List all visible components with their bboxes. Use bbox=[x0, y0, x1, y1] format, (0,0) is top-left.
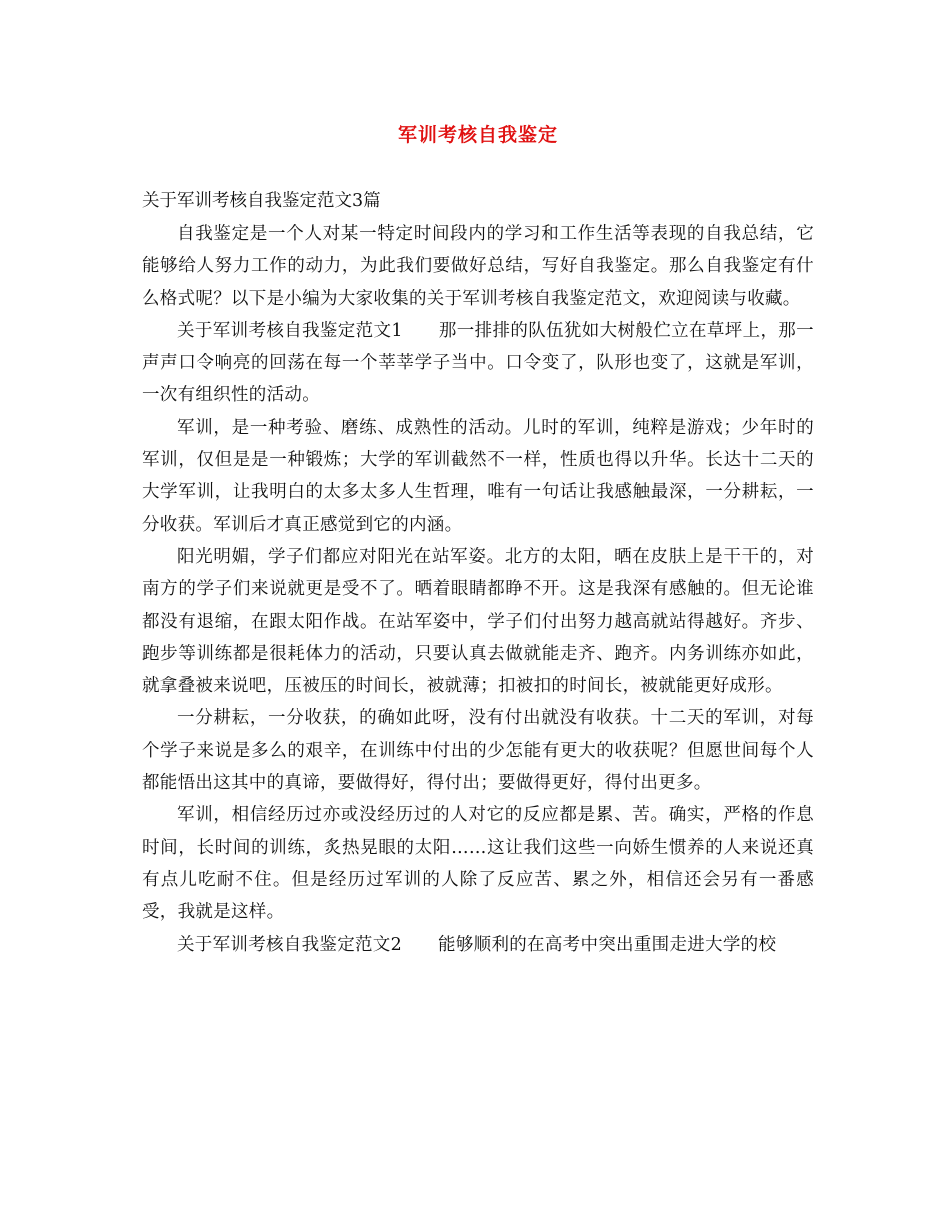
paragraph-sample-1 bbox=[142, 315, 814, 412]
paragraph-sample-2 bbox=[142, 929, 814, 961]
sample-heading: 关于军训考核自我鉴定范文2 bbox=[177, 934, 403, 955]
document-subtitle: 关于军训考核自我鉴定范文3篇 bbox=[142, 191, 381, 211]
paragraph-text: 一分耕耘，一分收获，的确如此呀，没有付出就没有收获。十二天的军训，对每个学子来说是多么的艰辛，在训练中付出的少怎能有更大的收获呢？但愿世间每个人都能悟出这其中的真谛，要做得好，得付出；要做得更好，得付出更多。 bbox=[142, 708, 814, 794]
document-title: 军训考核自我鉴定 bbox=[397, 124, 558, 146]
paragraph-intro bbox=[142, 218, 814, 315]
paragraph-text: 军训，相信经历过亦或没经历过的人对它的反应都是累、苦。确实，严格的作息时间，长时间的训练，炙热晃眼的太阳……这让我们这些一向娇生惯养的人来说还真有点儿吃耐不住。但是经历过军训的人除了反应苦、累之外，相信还会另有一番感受，我就是这样。 bbox=[142, 805, 814, 923]
sample-heading: 关于军训考核自我鉴定范文1 bbox=[177, 320, 403, 341]
paragraph-text: 军训，是一种考验、磨练、成熟性的活动。儿时的军训，纯粹是游戏；少年时的军训，仅但是是一种锻炼；大学的军训截然不一样，性质也得以升华。长达十二天的大学军训，让我明白的太多太多人生哲理，唯有一句话让我感触最深，一分耕耘，一分收获。军训后才真正感觉到它的内涵。 bbox=[142, 417, 814, 535]
paragraph-text: 那一排排的队伍犹如大树般伫立在草坪上，那一声声口令响亮的回荡在每一个莘莘学子当中。口令变了，队形也变了，这就是军训，一次有组织性的活动。 bbox=[142, 320, 814, 406]
paragraph bbox=[142, 702, 814, 799]
paragraph bbox=[142, 541, 814, 702]
paragraph bbox=[142, 412, 814, 541]
paragraph-text: 阳光明媚，学子们都应对阳光在站军姿。北方的太阳，晒在皮肤上是干干的，对南方的学子们来说就更是受不了。晒着眼睛都睁不开。这是我深有感触的。但无论谁都没有退缩，在跟太阳作战。在站军姿中，学子们付出努力越高就站得越好。齐步、跑步等训练都是很耗体力的活动，只要认真去做就能走齐、跑齐。内务训练亦如此，就拿叠被来说吧，压被压的时间长，被就薄；扣被扣的时间长，被就能更好成形。 bbox=[142, 546, 814, 697]
paragraph bbox=[142, 799, 814, 928]
paragraph-text: 能够顺利的在高考中突出重围走进大学的校 bbox=[438, 934, 777, 955]
document-page bbox=[142, 118, 814, 961]
paragraph-text: 自我鉴定是一个人对某一特定时间段内的学习和工作生活等表现的自我总结，它能够给人努力工作的动力，为此我们要做好总结，写好自我鉴定。那么自我鉴定有什么格式呢？以下是小编为大家收集的关于军训考核自我鉴定范文，欢迎阅读与收藏。 bbox=[142, 224, 814, 309]
